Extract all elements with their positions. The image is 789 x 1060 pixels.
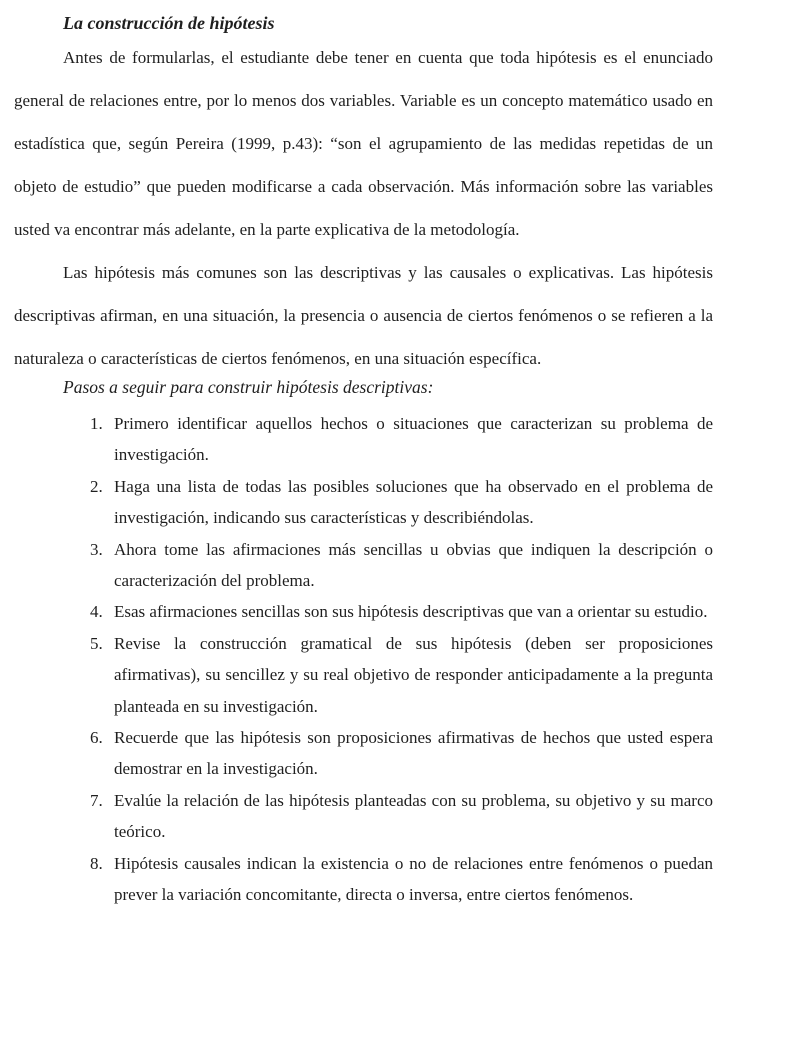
- step-number: 4.: [90, 602, 103, 622]
- step-text: Recuerde que las hipótesis son proposiciones afirmativas de hechos que usted espera demostrar en la investigación.: [114, 728, 713, 779]
- step-text: Primero identificar aquellos hechos o situaciones que caracterizan su problema de investigación.: [114, 414, 713, 465]
- step-number: 8.: [90, 853, 103, 873]
- steps-list: [14, 408, 713, 911]
- paragraph-hypothesis-definition: Antes de formularlas, el estudiante debe tener en cuenta que toda hipótesis es el enunciado general de relaciones entre, por lo menos dos variables. Variable es un concepto matemático usado en estadística que, según Pereira (1999, p.43): “son el agrupamiento de las medidas repetidas de un objeto de estudio” que pueden modificarse a cada observación. Más información sobre las variables usted va encontrar más adelante, en la parte explicativa de la metodología.: [14, 48, 713, 239]
- step-item: [90, 722, 713, 785]
- step-text: Revise la construcción gramatical de sus hipótesis (deben ser proposiciones afirmativas), su sencillez y su real objetivo de responder anticipadamente a la pregunta planteada en su investigación.: [114, 633, 713, 716]
- paragraph-hypothesis-types: Las hipótesis más comunes son las descriptivas y las causales o explicativas. Las hipótesis descriptivas afirman, en una situación, la presencia o ausencia de ciertos fenómenos o se refieren a la naturaleza o características de ciertos fenómenos, en una situación específica.: [14, 263, 713, 368]
- step-item: [90, 471, 713, 534]
- section-heading: La construcción de hipótesis: [63, 13, 275, 33]
- step-number: 3.: [90, 539, 103, 559]
- step-item: [90, 628, 713, 722]
- step-item: [90, 785, 713, 848]
- step-number: 2.: [90, 476, 103, 496]
- step-item: [90, 534, 713, 597]
- step-item: [90, 408, 713, 471]
- step-text: Esas afirmaciones sencillas son sus hipótesis descriptivas que van a orientar su estudio.: [114, 602, 708, 622]
- step-text: Hipótesis causales indican la existencia o no de relaciones entre fenómenos o puedan prever la variación concomitante, directa o inversa, entre ciertos fenómenos.: [114, 853, 713, 905]
- step-text: Haga una lista de todas las posibles soluciones que ha observado en el problema de investigación, indicando sus características y describiéndolas.: [114, 476, 713, 528]
- step-number: 1.: [90, 414, 103, 433]
- steps-intro-heading: Pasos a seguir para construir hipótesis descriptivas:: [63, 377, 434, 397]
- step-number: 6.: [90, 728, 103, 748]
- step-number: 5.: [90, 633, 103, 653]
- step-item: [90, 596, 713, 627]
- step-item: [90, 848, 713, 911]
- step-number: 7.: [90, 790, 103, 810]
- step-text: Evalúe la relación de las hipótesis planteadas con su problema, su objetivo y su marco teórico.: [114, 790, 713, 842]
- step-text: Ahora tome las afirmaciones más sencillas u obvias que indiquen la descripción o caracterización del problema.: [114, 539, 713, 591]
